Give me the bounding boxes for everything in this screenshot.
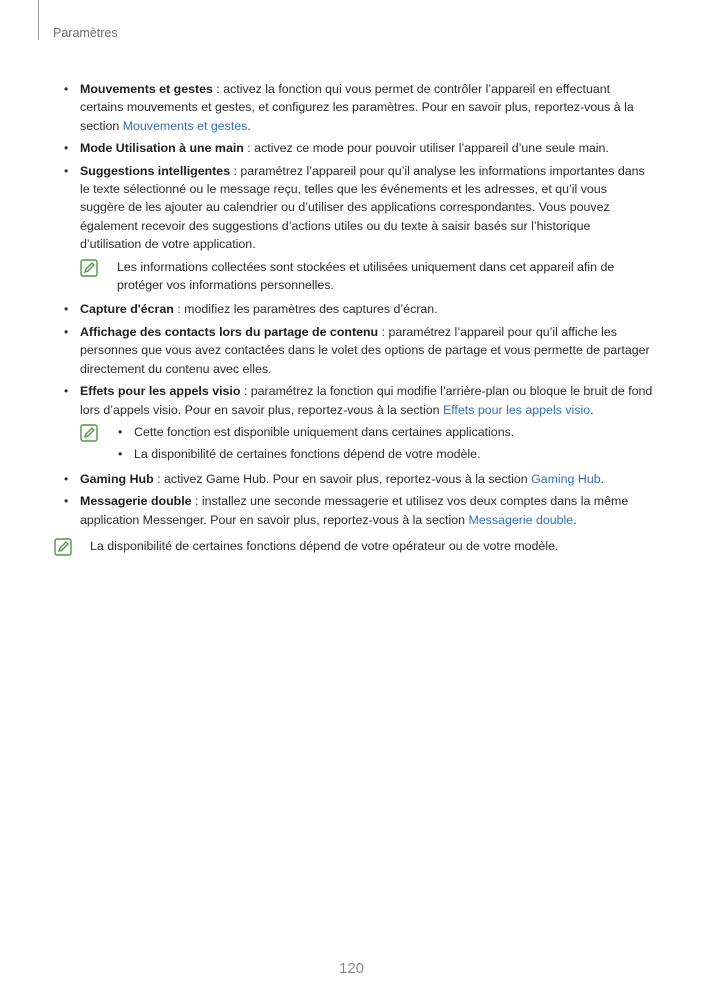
item-text: : modifiez les paramètres des captures d’écran. <box>173 302 438 317</box>
item-tail: . <box>247 118 251 133</box>
list-item <box>64 300 654 318</box>
item-text: : activez Game Hub. Pour en savoir plus, reportez-vous à la section <box>153 471 532 486</box>
item-term: Gaming Hub <box>80 471 154 486</box>
list-item <box>64 382 654 419</box>
list-item <box>64 470 654 488</box>
list-item <box>64 139 654 157</box>
item-text: : activez la fonction qui vous permet de contrôler l’appareil en effectuant certains mouvements et gestes, et configurez les paramètres. Pour en savoir plus, reportez-vous à la section <box>80 82 634 133</box>
item-term: Affichage des contacts lors du partage de contenu <box>80 324 379 339</box>
section-link[interactable]: Effets pour les appels visio <box>442 402 591 417</box>
bullet: • <box>64 471 69 486</box>
list-item <box>64 80 654 135</box>
final-note-text: La disponibilité de certaines fonctions dépend de votre opérateur ou de votre modèle. <box>90 538 559 553</box>
item-tail: . <box>590 402 594 417</box>
item-tail: . <box>573 512 577 527</box>
header-divider <box>38 0 39 40</box>
note-pencil-icon <box>54 538 72 556</box>
page-number: 120 <box>338 960 365 977</box>
final-note-block <box>54 537 654 555</box>
note-block <box>80 258 654 295</box>
bullet: • <box>64 384 69 399</box>
list-item <box>64 323 654 378</box>
item-term: Mouvements et gestes <box>80 82 213 96</box>
header-title: Paramètres <box>53 26 118 40</box>
item-tail: . <box>600 471 605 486</box>
item-text: : activez ce mode pour pouvoir utiliser l’appareil d’une seule main. <box>243 141 609 156</box>
bullet: • <box>118 447 123 462</box>
item-text: : paramétrez l’appareil pour qu’il analyse les informations importantes dans le texte sélectionné ou le message reçu, telles que les événements et les adresses, et qu’il vous suggère de les ajouter au calendrier ou d’utiliser des applications correspondantes. Vous pouvez également recevoir des suggestions d’actions utiles ou du texte à saisir basés sur l’historique d’utilisation de votre application. <box>80 163 645 252</box>
section-link[interactable]: Messagerie double <box>468 512 574 527</box>
settings-list <box>64 80 654 555</box>
item-text: : paramétrez la fonction qui modifie l’arrière-plan ou bloque le bruit de fond lors d’appels visio. Pour en savoir plus, reportez-vous à la section <box>80 384 653 417</box>
note-pencil-icon <box>80 424 98 442</box>
note-pencil-icon <box>80 259 98 277</box>
bullet: • <box>118 424 123 439</box>
list-item <box>64 162 654 254</box>
bullet: • <box>64 163 69 178</box>
item-text: : paramétrez l’appareil pour qu’il affiche les personnes que vous avez contactées dans le volet des options de partage et vous permette de partager directement du contenu avec elles. <box>80 324 650 376</box>
item-term: Suggestions intelligentes <box>80 163 231 178</box>
note-text: Les informations collectées sont stockées et utilisées uniquement dans cet appareil afin de protéger vos informations personnelles. <box>117 259 615 293</box>
item-text: : installez une seconde messagerie et utilisez vos deux comptes dans la même application Messenger. Pour en savoir plus, reportez-vous à la section <box>80 494 629 527</box>
subnote-item <box>117 445 654 463</box>
item-term: Mode Utilisation à une main <box>80 141 244 156</box>
subnote-text: Cette fonction est disponible uniquement dans certaines applications. <box>134 424 515 439</box>
subnote-text: La disponibilité de certaines fonctions dépend de votre modèle. <box>134 447 481 462</box>
bullet: • <box>64 494 69 509</box>
note-block <box>80 423 654 464</box>
bullet: • <box>64 141 69 156</box>
section-link[interactable]: Mouvements et gestes <box>122 118 248 133</box>
bullet: • <box>64 302 69 317</box>
bullet: • <box>64 82 69 96</box>
section-link[interactable]: Gaming Hub <box>531 471 601 486</box>
bullet: • <box>64 324 69 339</box>
item-term: Capture d'écran <box>80 302 174 317</box>
subnote-item <box>117 423 654 441</box>
item-term: Effets pour les appels visio <box>80 384 241 399</box>
list-item <box>64 492 654 529</box>
item-term: Messagerie double <box>80 494 192 509</box>
